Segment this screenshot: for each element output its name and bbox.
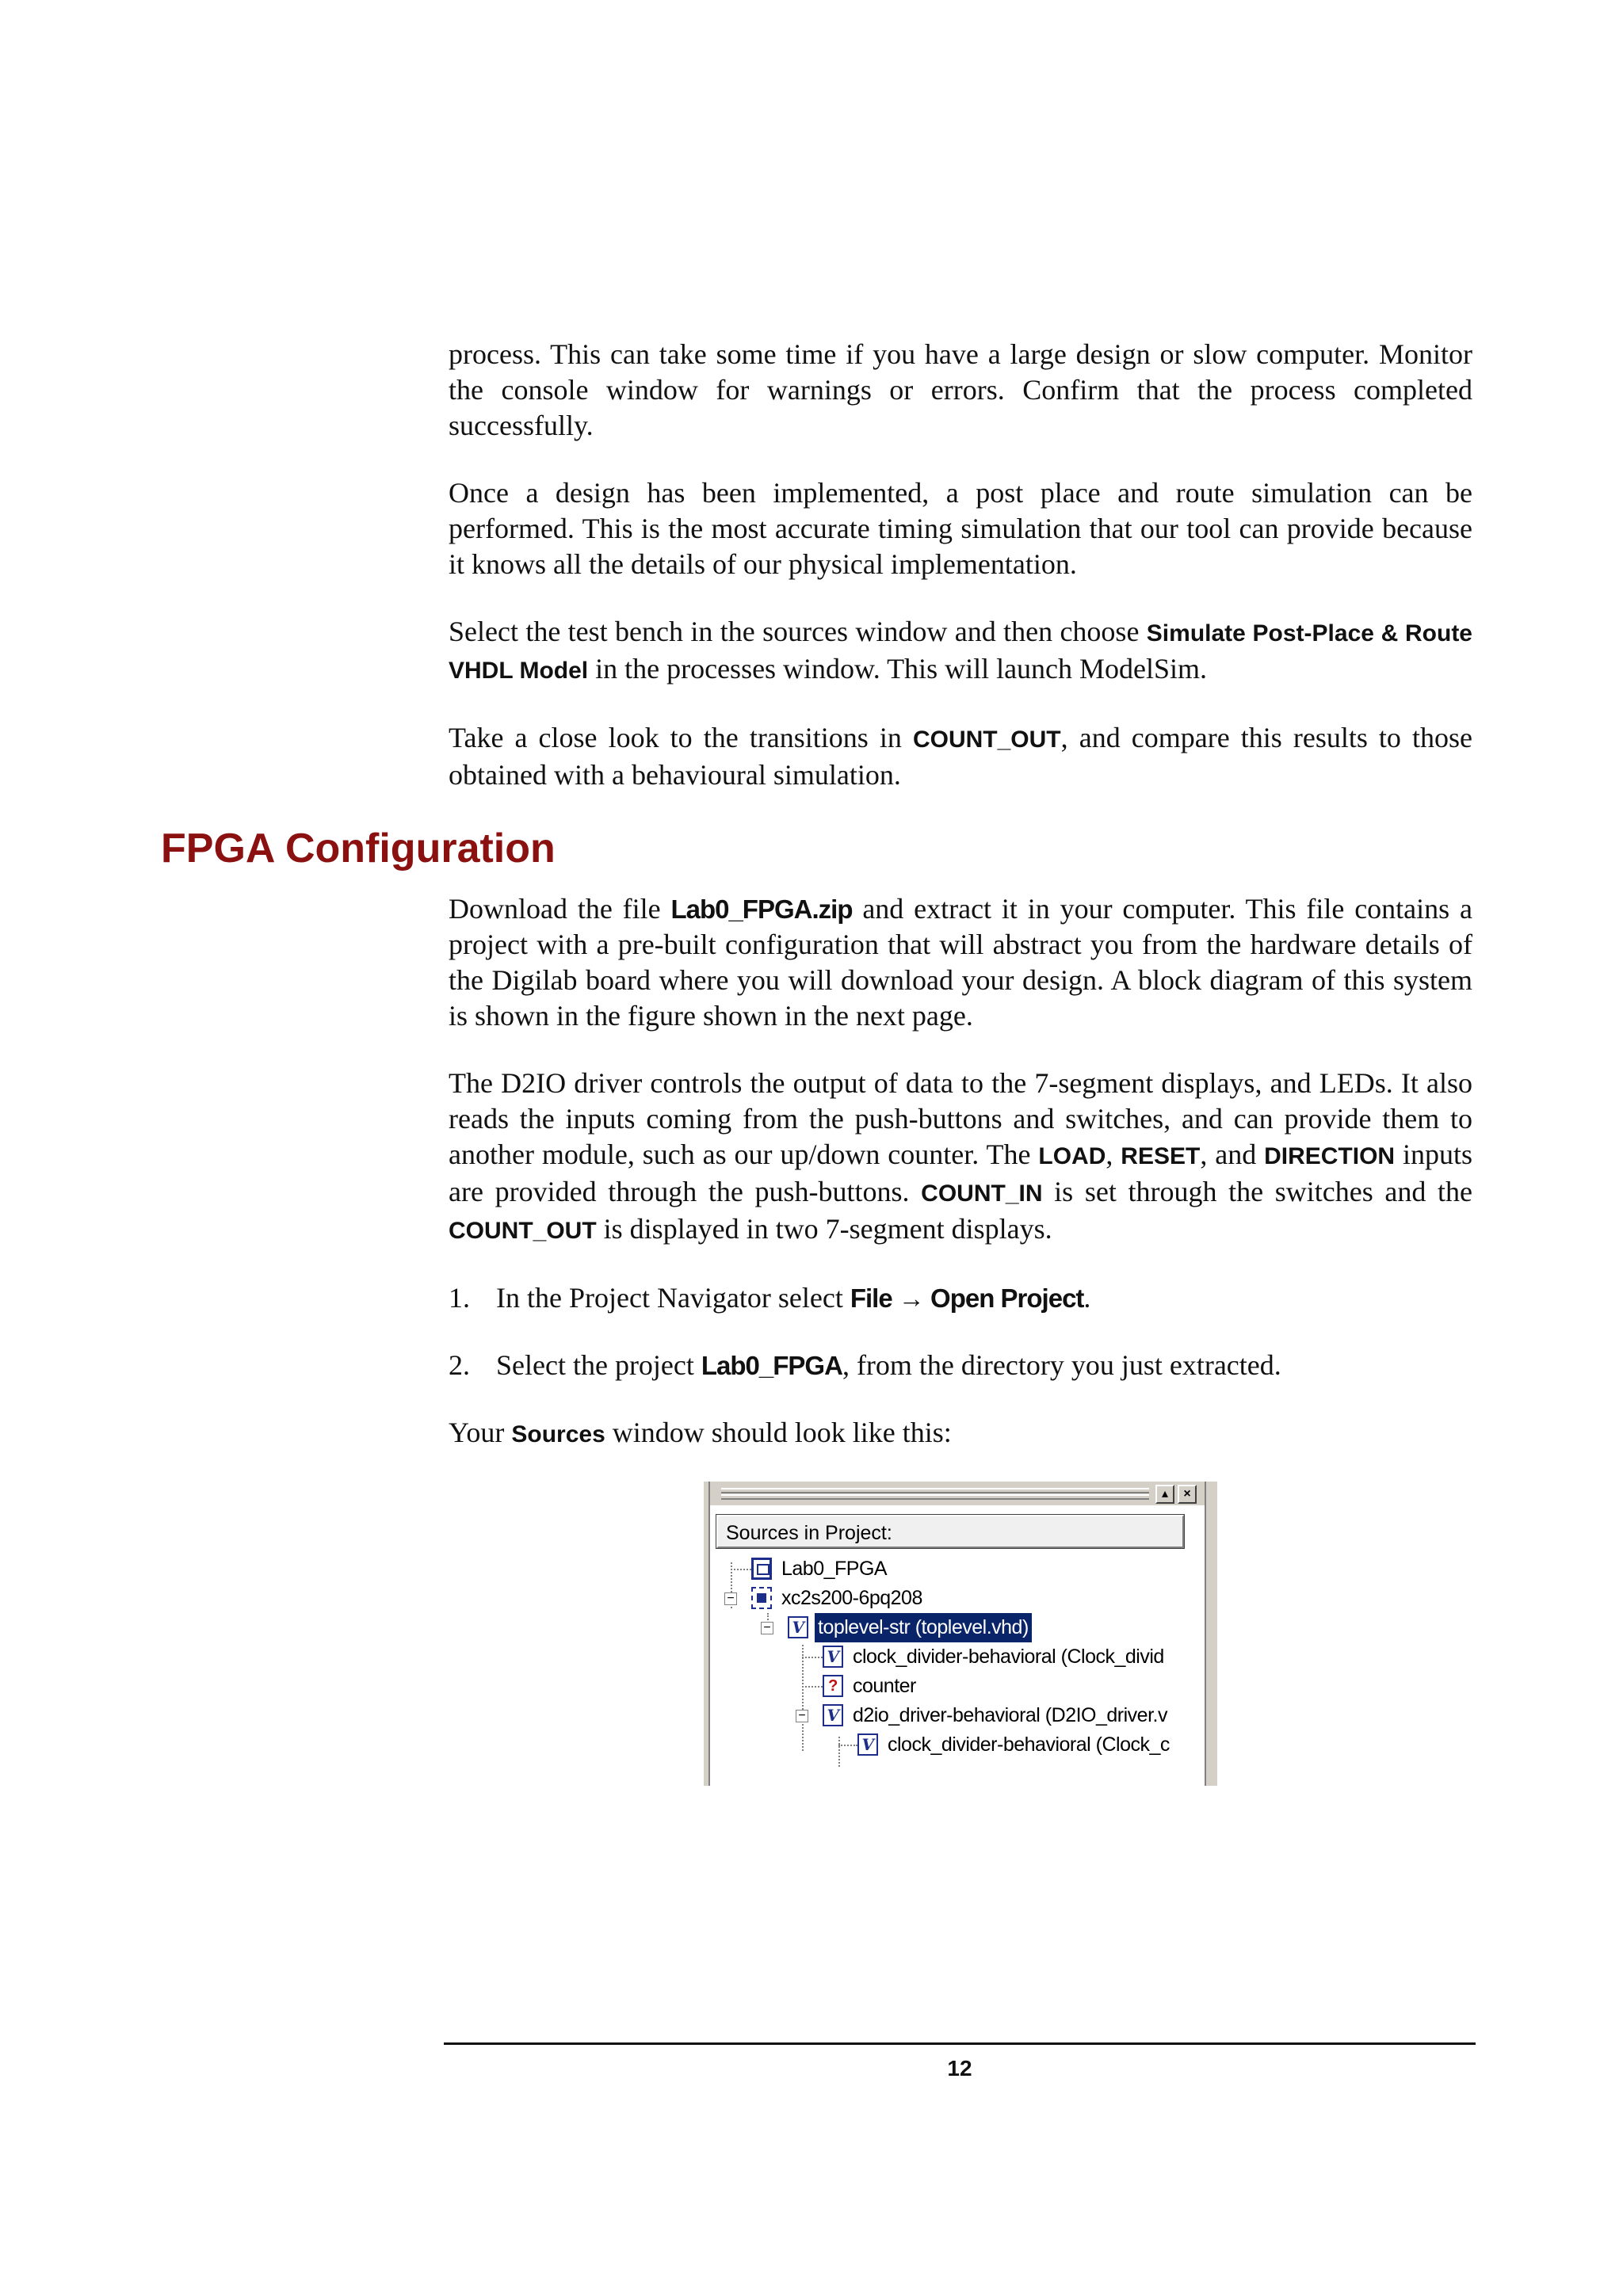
paragraph-post-place xyxy=(449,475,1472,582)
restore-button[interactable]: ▴ xyxy=(1155,1485,1174,1504)
tree-item-label: clock_divider-behavioral (Clock_c xyxy=(888,1733,1170,1756)
missing-file-icon: ? xyxy=(823,1675,843,1697)
text-run: In the Project Navigator select xyxy=(496,1282,850,1314)
text-run: and extract it in your computer. This file contains a project with a pre-built configuration that will abstract you from the hardware details of the Digilab board where you will download your design. A block diagram of this system is shown in the figure shown in the next page. xyxy=(449,893,1472,1032)
paragraph-text: Once a design has been implemented, a post place and route simulation can be performed. This is the most accurate timing simulation that our tool can provide because it knows all the details of our physical implementation. xyxy=(449,477,1472,580)
chip-icon xyxy=(751,1587,772,1609)
text-run: Take a close look to the transitions in xyxy=(449,722,913,753)
signal-count-in: COUNT_IN xyxy=(921,1180,1043,1207)
text-run: is set through the switches and the xyxy=(1042,1176,1472,1207)
tree-item-d2io-driver[interactable] xyxy=(823,1701,1170,1730)
tree-item-label: clock_divider-behavioral (Clock_divid xyxy=(853,1646,1164,1668)
text-run: . xyxy=(1083,1282,1091,1314)
text-run: Your xyxy=(449,1417,512,1448)
signal-direction: DIRECTION xyxy=(1264,1143,1396,1169)
text-run: , and compare this results to those obtained with a behavioural simulation. xyxy=(449,722,1472,791)
vhdl-file-icon: V xyxy=(823,1704,843,1726)
list-number: 1. xyxy=(449,1282,470,1314)
file-name: Lab0_FPGA.zip xyxy=(670,894,853,924)
text-run: Select the test bench in the sources window and then choose xyxy=(449,616,1147,647)
list-number: 2. xyxy=(449,1349,470,1381)
project-name: Lab0_FPGA xyxy=(701,1351,842,1380)
intro-text xyxy=(449,337,1472,825)
text-run: , and xyxy=(1200,1138,1265,1170)
sources-window xyxy=(704,1482,1217,1786)
signal-reset: RESET xyxy=(1121,1143,1201,1169)
close-button[interactable]: × xyxy=(1178,1485,1197,1504)
sources-header: Sources in Project: xyxy=(716,1515,1184,1548)
tree-item-toplevel[interactable] xyxy=(788,1613,1032,1642)
source-tree xyxy=(704,1554,1205,1786)
drag-grip[interactable] xyxy=(721,1488,1149,1493)
tree-item-counter[interactable] xyxy=(823,1672,919,1701)
menu-command-simulate: Simulate Post-Place & Route VHDL Model xyxy=(449,620,1472,684)
text-run: window should look like this: xyxy=(605,1417,952,1448)
text-run: , xyxy=(1106,1138,1121,1170)
vhdl-file-icon: V xyxy=(788,1616,808,1638)
tree-connector xyxy=(802,1657,823,1658)
vhdl-file-icon: V xyxy=(857,1733,878,1756)
footer-rule xyxy=(444,2042,1476,2045)
signal-count-out: COUNT_OUT xyxy=(912,727,1061,753)
list-text xyxy=(496,1280,1090,1316)
tree-connector xyxy=(731,1569,751,1570)
list-item-step-2 xyxy=(449,1348,1472,1383)
paragraph-count-out xyxy=(449,720,1472,793)
tree-item-clock-divider-nested[interactable] xyxy=(857,1730,1173,1760)
window-titlebar[interactable] xyxy=(710,1482,1205,1505)
list-item-step-1 xyxy=(449,1280,1472,1316)
tree-connector xyxy=(838,1737,840,1767)
text-run: The D2IO driver controls the output of data to the 7-segment displays, and LEDs. It also reads the inputs coming from the push-buttons and switches, and can provide them to another module, such as our up/down counter. The xyxy=(449,1067,1472,1170)
tree-item-label: d2io_driver-behavioral (D2IO_driver.v xyxy=(853,1704,1167,1726)
collapse-toggle[interactable]: − xyxy=(761,1622,773,1634)
vhdl-file-icon: V xyxy=(823,1646,843,1668)
tree-item-label: Lab0_FPGA xyxy=(781,1558,888,1580)
tree-item-label: counter xyxy=(853,1675,916,1697)
project-icon xyxy=(751,1558,772,1580)
tree-item-project[interactable] xyxy=(751,1554,890,1584)
page-number: 12 xyxy=(947,2056,972,2081)
list-text xyxy=(496,1348,1281,1383)
text-run: Download the file xyxy=(449,893,671,925)
paragraph-simulate xyxy=(449,614,1472,688)
text-run: inputs are provided through the push-buttons. xyxy=(449,1138,1473,1207)
menu-command-open-project: File → Open Project xyxy=(850,1283,1084,1313)
window-name: Sources xyxy=(511,1421,605,1447)
tree-item-label: xc2s200-6pq208 xyxy=(781,1587,922,1609)
tree-item-label-selected: toplevel-str (toplevel.vhd) xyxy=(815,1613,1032,1642)
text-run: in the processes window. This will launch ModelSim. xyxy=(588,653,1208,685)
text-run: Select the project xyxy=(496,1349,701,1381)
collapse-toggle[interactable]: − xyxy=(796,1710,808,1722)
collapse-toggle[interactable]: − xyxy=(724,1592,737,1605)
paragraph-download xyxy=(449,891,1472,1034)
text-run: , from the directory you just extracted. xyxy=(842,1349,1281,1381)
text-run: is displayed in two 7-segment displays. xyxy=(596,1213,1052,1245)
window-frame-right xyxy=(1205,1482,1217,1786)
signal-load: LOAD xyxy=(1038,1143,1106,1169)
tree-connector xyxy=(838,1745,857,1746)
paragraph-sources xyxy=(449,1415,1472,1452)
paragraph-text: process. This can take some time if you have a large design or slow computer. Monitor the console window for warnings or errors. Confirm that the process completed successfully. xyxy=(449,338,1472,441)
paragraph-d2io xyxy=(449,1066,1472,1249)
section-text xyxy=(449,891,1472,1484)
tree-connector xyxy=(802,1645,804,1751)
paragraph-process xyxy=(449,337,1472,444)
signal-count-out: COUNT_OUT xyxy=(449,1218,597,1244)
tree-item-clock-divider[interactable] xyxy=(823,1642,1167,1672)
tree-connector xyxy=(802,1686,823,1688)
section-heading: FPGA Configuration xyxy=(161,826,556,871)
tree-item-device[interactable] xyxy=(751,1584,926,1613)
drag-grip[interactable] xyxy=(721,1494,1149,1500)
